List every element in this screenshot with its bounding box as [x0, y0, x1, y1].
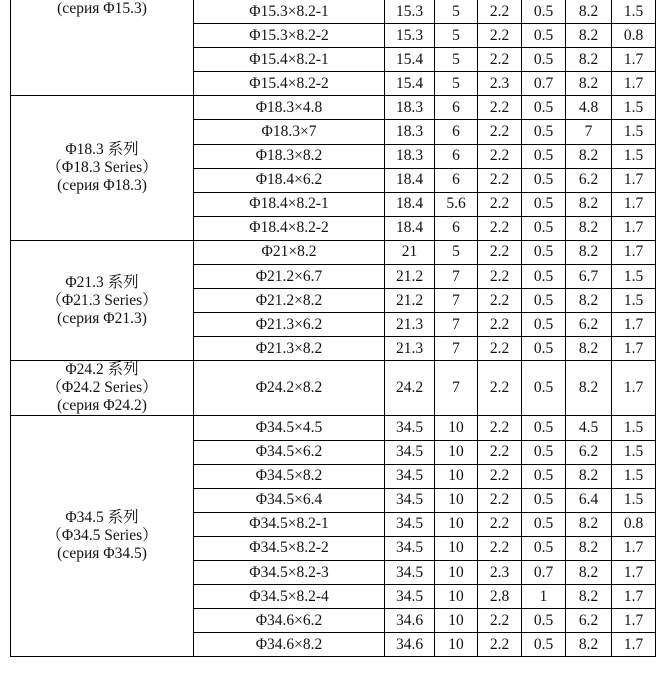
value-b-cell: 10	[435, 512, 478, 536]
value-f-cell: 1.5	[612, 440, 656, 464]
value-c-cell: 2.2	[478, 192, 522, 216]
value-e-cell: 8.2	[566, 585, 612, 609]
value-e-cell: 8.2	[566, 512, 612, 536]
value-e-cell: 8.2	[566, 633, 612, 657]
diameter-cell: 34.5	[385, 464, 435, 488]
diameter-cell: 34.5	[385, 440, 435, 464]
value-e-cell: 8.2	[566, 48, 612, 72]
model-cell: Φ34.5×6.2	[194, 440, 385, 464]
value-c-cell: 2.2	[478, 168, 522, 192]
value-c-cell: 2.2	[478, 24, 522, 48]
value-c-cell: 2.3	[478, 72, 522, 96]
value-c-cell: 2.2	[478, 265, 522, 289]
value-f-cell: 1.7	[612, 585, 656, 609]
value-c-cell: 2.2	[478, 144, 522, 168]
value-b-cell: 5	[435, 48, 478, 72]
table-row	[11, 240, 656, 264]
value-d-cell: 0.5	[522, 289, 566, 313]
value-b-cell: 10	[435, 609, 478, 633]
value-c-cell: 2.8	[478, 585, 522, 609]
value-b-cell: 10	[435, 633, 478, 657]
value-c-cell: 2.2	[478, 536, 522, 560]
value-c-cell: 2.2	[478, 96, 522, 120]
value-f-cell: 1.7	[612, 337, 656, 361]
value-c-cell: 2.2	[478, 120, 522, 144]
spec-table	[10, 0, 656, 657]
model-cell: Φ18.4×8.2-1	[194, 192, 385, 216]
value-f-cell: 1.5	[612, 289, 656, 313]
value-e-cell: 8.2	[566, 144, 612, 168]
series-label-cell	[11, 240, 194, 360]
value-d-cell: 0.5	[522, 512, 566, 536]
model-cell: Φ34.5×8.2-4	[194, 585, 385, 609]
diameter-cell: 15.3	[385, 24, 435, 48]
series-label-line: （Φ24.2 Series）	[46, 379, 158, 397]
value-c-cell: 2.2	[478, 216, 522, 240]
value-f-cell: 1.5	[612, 120, 656, 144]
value-d-cell: 0.5	[522, 440, 566, 464]
value-c-cell: 2.2	[478, 289, 522, 313]
value-e-cell: 8.2	[566, 216, 612, 240]
value-e-cell: 6.4	[566, 488, 612, 512]
value-d-cell: 0.5	[522, 488, 566, 512]
value-b-cell: 6	[435, 168, 478, 192]
model-cell: Φ15.3×8.2-2	[194, 24, 385, 48]
value-c-cell: 2.2	[478, 416, 522, 440]
value-f-cell: 1.7	[612, 361, 656, 416]
value-e-cell: 6.2	[566, 168, 612, 192]
value-f-cell: 1.5	[612, 0, 656, 24]
model-cell: Φ15.4×8.2-1	[194, 48, 385, 72]
diameter-cell: 21	[385, 240, 435, 264]
value-e-cell: 4.8	[566, 96, 612, 120]
diameter-cell: 18.3	[385, 120, 435, 144]
value-b-cell: 10	[435, 488, 478, 512]
value-c-cell: 2.2	[478, 488, 522, 512]
value-e-cell: 8.2	[566, 464, 612, 488]
series-label-line: （Φ34.5 Series）	[46, 527, 158, 545]
value-d-cell: 0.5	[522, 0, 566, 24]
diameter-cell: 21.2	[385, 265, 435, 289]
series-label-line: (серия Φ24.2)	[57, 397, 147, 415]
value-b-cell: 5	[435, 0, 478, 24]
value-f-cell: 1.7	[612, 168, 656, 192]
value-e-cell: 8.2	[566, 72, 612, 96]
diameter-cell: 34.5	[385, 512, 435, 536]
value-f-cell: 1.7	[612, 313, 656, 337]
model-cell: Φ34.6×6.2	[194, 609, 385, 633]
series-label-line: （Φ21.3 Series）	[46, 291, 158, 309]
value-b-cell: 6	[435, 96, 478, 120]
value-b-cell: 5	[435, 240, 478, 264]
value-d-cell: 0.5	[522, 168, 566, 192]
model-cell: Φ21.3×8.2	[194, 337, 385, 361]
value-c-cell: 2.2	[478, 633, 522, 657]
value-c-cell: 2.2	[478, 609, 522, 633]
value-d-cell: 0.7	[522, 72, 566, 96]
series-label-line: (серия Φ18.3)	[57, 177, 147, 195]
value-e-cell: 6.2	[566, 313, 612, 337]
series-label-line: Φ18.3 系列	[65, 141, 139, 159]
diameter-cell: 15.4	[385, 48, 435, 72]
diameter-cell: 18.4	[385, 192, 435, 216]
value-b-cell: 6	[435, 144, 478, 168]
series-label-line: (серия Φ21.3)	[57, 309, 147, 327]
value-c-cell: 2.2	[478, 313, 522, 337]
series-label-line: (серия Φ15.3)	[57, 0, 147, 17]
series-label-line: (серия Φ34.5)	[57, 545, 147, 563]
value-f-cell: 1.7	[612, 240, 656, 264]
value-f-cell: 1.5	[612, 96, 656, 120]
model-cell: Φ18.3×7	[194, 120, 385, 144]
value-f-cell: 1.7	[612, 560, 656, 584]
diameter-cell: 15.3	[385, 0, 435, 24]
value-f-cell: 0.8	[612, 512, 656, 536]
diameter-cell: 24.2	[385, 361, 435, 416]
value-f-cell: 1.5	[612, 416, 656, 440]
value-d-cell: 0.5	[522, 337, 566, 361]
diameter-cell: 34.5	[385, 560, 435, 584]
value-c-cell: 2.2	[478, 361, 522, 416]
value-b-cell: 10	[435, 416, 478, 440]
series-label-cell	[11, 361, 194, 416]
value-e-cell: 8.2	[566, 337, 612, 361]
table-row	[11, 96, 656, 120]
value-e-cell: 8.2	[566, 240, 612, 264]
model-cell: Φ24.2×8.2	[194, 361, 385, 416]
value-d-cell: 0.5	[522, 464, 566, 488]
value-e-cell: 6.7	[566, 265, 612, 289]
value-f-cell: 1.7	[612, 609, 656, 633]
value-d-cell: 0.5	[522, 24, 566, 48]
value-b-cell: 10	[435, 464, 478, 488]
value-d-cell: 0.5	[522, 144, 566, 168]
diameter-cell: 34.5	[385, 585, 435, 609]
diameter-cell: 21.3	[385, 313, 435, 337]
value-c-cell: 2.2	[478, 440, 522, 464]
series-label-line: Φ21.3 系列	[65, 273, 139, 291]
diameter-cell: 34.5	[385, 536, 435, 560]
value-e-cell: 6.2	[566, 440, 612, 464]
value-d-cell: 0.5	[522, 96, 566, 120]
diameter-cell: 21.3	[385, 337, 435, 361]
value-d-cell: 0.5	[522, 120, 566, 144]
value-b-cell: 10	[435, 440, 478, 464]
series-label-line: （Φ18.3 Series）	[46, 159, 158, 177]
table-row	[11, 416, 656, 440]
model-cell: Φ21.2×6.7	[194, 265, 385, 289]
value-e-cell: 4.5	[566, 416, 612, 440]
model-cell: Φ34.5×4.5	[194, 416, 385, 440]
diameter-cell: 34.6	[385, 609, 435, 633]
value-e-cell: 6.2	[566, 609, 612, 633]
series-label-line: Φ34.5 系列	[65, 509, 139, 527]
model-cell: Φ34.5×8.2-1	[194, 512, 385, 536]
value-f-cell: 0.8	[612, 24, 656, 48]
value-d-cell: 0.5	[522, 192, 566, 216]
value-f-cell: 1.5	[612, 265, 656, 289]
value-b-cell: 7	[435, 313, 478, 337]
value-b-cell: 10	[435, 560, 478, 584]
value-d-cell: 0.5	[522, 536, 566, 560]
table-row	[11, 0, 656, 24]
model-cell: Φ15.3×8.2-1	[194, 0, 385, 24]
value-e-cell: 8.2	[566, 24, 612, 48]
series-label-line: Φ24.2 系列	[65, 361, 139, 379]
value-f-cell: 1.7	[612, 216, 656, 240]
value-f-cell: 1.7	[612, 72, 656, 96]
model-cell: Φ18.3×8.2	[194, 144, 385, 168]
value-c-cell: 2.2	[478, 240, 522, 264]
value-d-cell: 0.5	[522, 609, 566, 633]
diameter-cell: 18.4	[385, 216, 435, 240]
value-f-cell: 1.7	[612, 633, 656, 657]
value-f-cell: 1.5	[612, 464, 656, 488]
value-e-cell: 8.2	[566, 361, 612, 416]
model-cell: Φ34.6×8.2	[194, 633, 385, 657]
value-d-cell: 0.5	[522, 48, 566, 72]
value-d-cell: 0.5	[522, 240, 566, 264]
value-c-cell: 2.2	[478, 512, 522, 536]
value-f-cell: 1.5	[612, 488, 656, 512]
value-f-cell: 1.5	[612, 144, 656, 168]
model-cell: Φ18.4×8.2-2	[194, 216, 385, 240]
value-e-cell: 8.2	[566, 536, 612, 560]
series-label-cell	[11, 0, 194, 96]
series-label-cell	[11, 96, 194, 241]
value-e-cell: 8.2	[566, 289, 612, 313]
value-c-cell: 2.3	[478, 560, 522, 584]
model-cell: Φ34.5×8.2-2	[194, 536, 385, 560]
spec-table-body	[11, 0, 656, 657]
series-label-cell	[11, 416, 194, 657]
value-b-cell: 6	[435, 120, 478, 144]
value-d-cell: 0.5	[522, 313, 566, 337]
diameter-cell: 34.5	[385, 488, 435, 512]
model-cell: Φ18.4×6.2	[194, 168, 385, 192]
value-f-cell: 1.7	[612, 48, 656, 72]
value-e-cell: 7	[566, 120, 612, 144]
value-b-cell: 7	[435, 337, 478, 361]
model-cell: Φ34.5×6.4	[194, 488, 385, 512]
model-cell: Φ34.5×8.2	[194, 464, 385, 488]
value-e-cell: 8.2	[566, 0, 612, 24]
value-e-cell: 8.2	[566, 560, 612, 584]
diameter-cell: 18.4	[385, 168, 435, 192]
value-e-cell: 8.2	[566, 192, 612, 216]
diameter-cell: 21.2	[385, 289, 435, 313]
table-row	[11, 361, 656, 416]
value-c-cell: 2.2	[478, 0, 522, 24]
model-cell: Φ21.2×8.2	[194, 289, 385, 313]
diameter-cell: 34.5	[385, 416, 435, 440]
model-cell: Φ21.3×6.2	[194, 313, 385, 337]
value-b-cell: 10	[435, 585, 478, 609]
value-d-cell: 0.5	[522, 633, 566, 657]
value-d-cell: 0.7	[522, 560, 566, 584]
diameter-cell: 15.4	[385, 72, 435, 96]
value-b-cell: 10	[435, 536, 478, 560]
model-cell: Φ21×8.2	[194, 240, 385, 264]
value-d-cell: 0.5	[522, 265, 566, 289]
diameter-cell: 18.3	[385, 96, 435, 120]
value-c-cell: 2.2	[478, 464, 522, 488]
model-cell: Φ15.4×8.2-2	[194, 72, 385, 96]
model-cell: Φ18.3×4.8	[194, 96, 385, 120]
value-c-cell: 2.2	[478, 337, 522, 361]
value-d-cell: 0.5	[522, 216, 566, 240]
value-b-cell: 5.6	[435, 192, 478, 216]
value-b-cell: 7	[435, 289, 478, 313]
value-b-cell: 5	[435, 72, 478, 96]
value-d-cell: 0.5	[522, 361, 566, 416]
diameter-cell: 18.3	[385, 144, 435, 168]
value-d-cell: 1	[522, 585, 566, 609]
value-f-cell: 1.7	[612, 536, 656, 560]
value-b-cell: 7	[435, 361, 478, 416]
model-cell: Φ34.5×8.2-3	[194, 560, 385, 584]
diameter-cell: 34.6	[385, 633, 435, 657]
value-d-cell: 0.5	[522, 416, 566, 440]
value-f-cell: 1.7	[612, 192, 656, 216]
value-b-cell: 5	[435, 24, 478, 48]
value-b-cell: 6	[435, 216, 478, 240]
value-b-cell: 7	[435, 265, 478, 289]
value-c-cell: 2.2	[478, 48, 522, 72]
